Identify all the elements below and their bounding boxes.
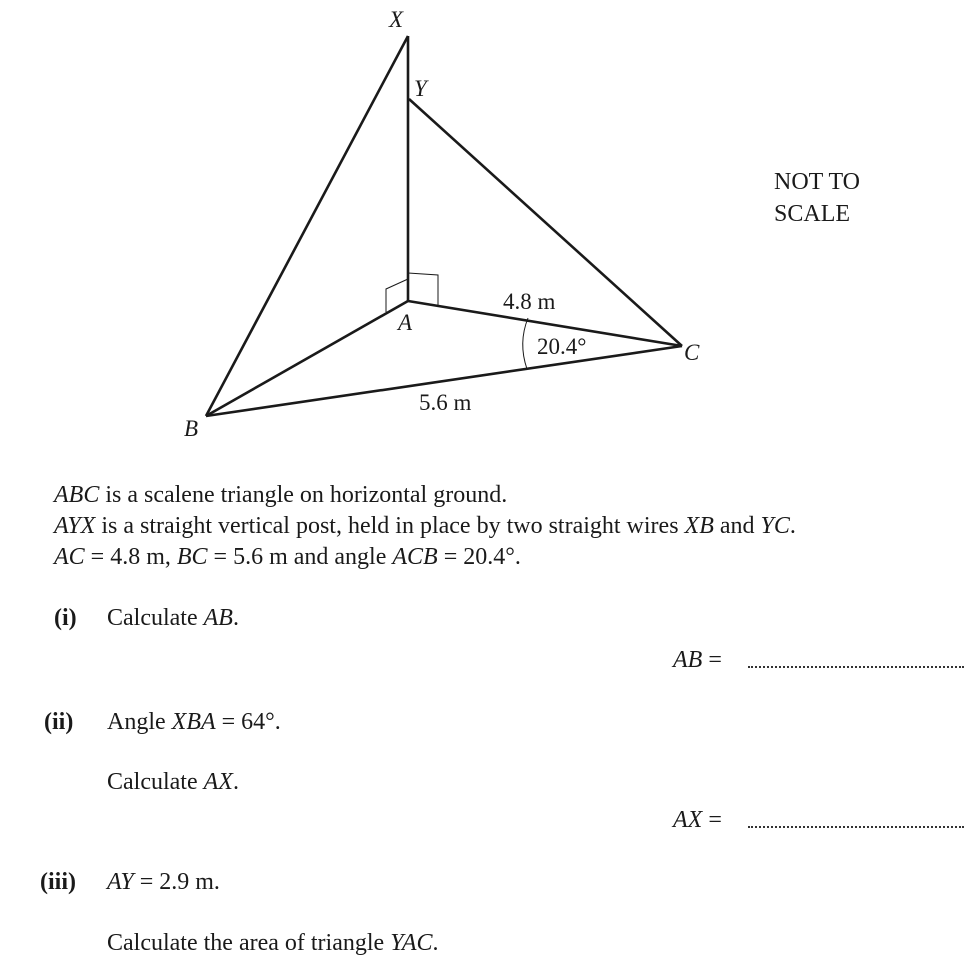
answer-ab-line[interactable] (748, 666, 964, 668)
right-angle-right (408, 273, 438, 305)
triangle-post-diagram (0, 0, 966, 470)
note-line-2: SCALE (774, 201, 851, 227)
answer-ab-label: AB = (673, 647, 722, 673)
answer-ax-label: AX = (673, 807, 722, 833)
question-ii-number: (ii) (44, 709, 74, 735)
length-bc: 5.6 m (419, 390, 472, 415)
not-to-scale-note (774, 166, 860, 230)
angle-c-arc (523, 318, 528, 369)
label-b: B (184, 416, 199, 441)
angle-acb: 20.4° (537, 334, 587, 359)
label-y: Y (414, 76, 427, 101)
question-i-text: Calculate AB. (107, 605, 239, 631)
label-x: X (389, 7, 404, 32)
question-ii-text: Angle XBA = 64°. (107, 709, 281, 735)
question-iii-text: AY = 2.9 m. (107, 869, 220, 895)
label-c: C (684, 340, 700, 365)
label-a: A (398, 310, 413, 335)
question-ii-subtext: Calculate AX. (107, 769, 239, 795)
question-iii-number: (iii) (40, 869, 76, 895)
answer-ax-line[interactable] (748, 826, 964, 828)
intro-line-3: AC = 4.8 m, BC = 5.6 m and angle ACB = 20.4°. (54, 544, 521, 570)
intro-line-2: AYX is a straight vertical post, held in place by two straight wires XB and YC. (54, 513, 796, 539)
length-ac: 4.8 m (503, 289, 556, 314)
note-line-1: NOT TO (774, 169, 861, 195)
intro-line-1: ABC is a scalene triangle on horizontal ground. (54, 482, 508, 508)
question-iii-subtext: Calculate the area of triangle YAC. (107, 930, 439, 956)
question-i-number: (i) (54, 605, 77, 631)
